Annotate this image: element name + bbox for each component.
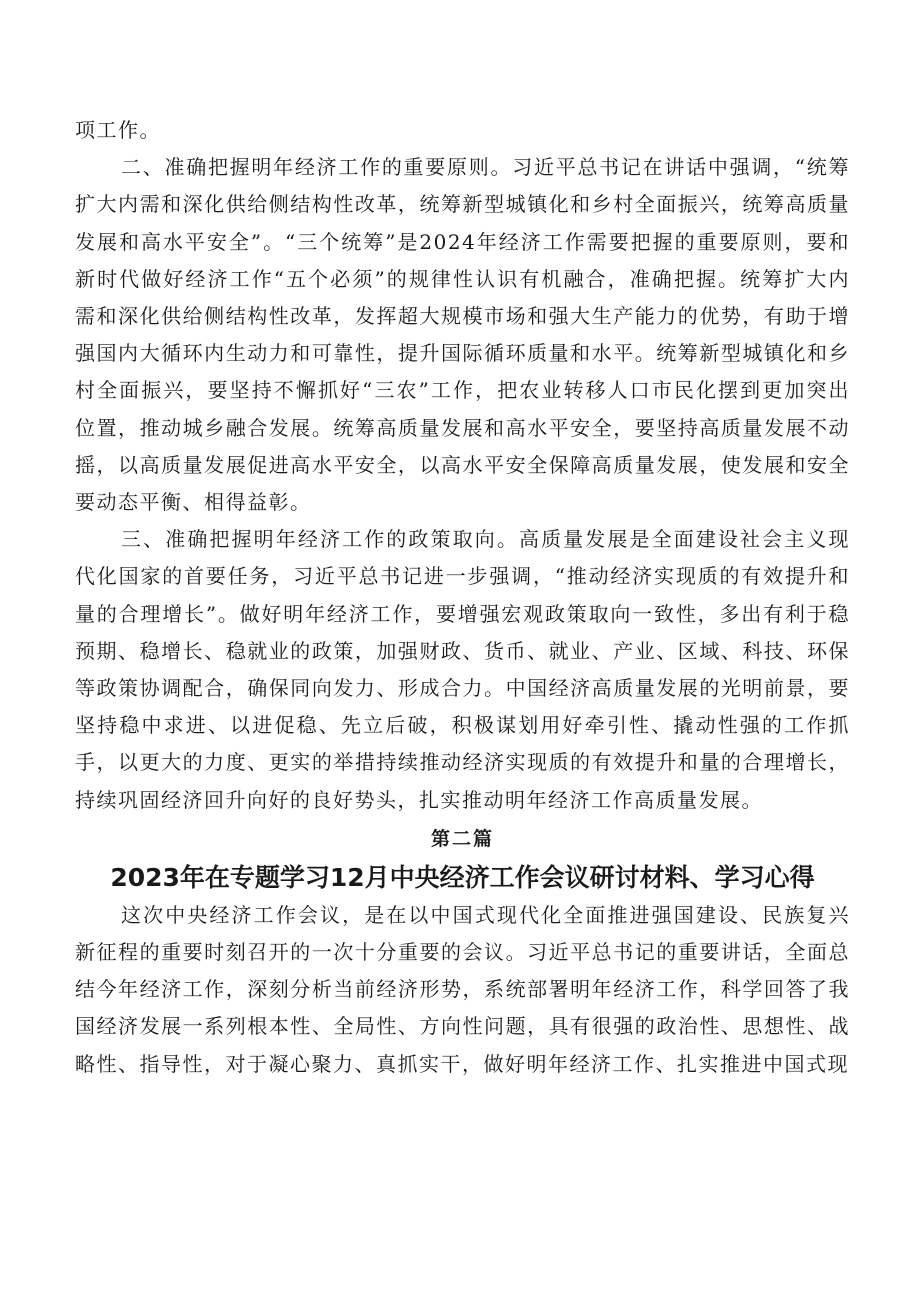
- continuation-paragraph: 项工作。: [75, 118, 161, 142]
- policy-paragraph: 三、准确把握明年经济工作的政策取向。高质量发展是全面建设社会主义现代化国家的首要任务，习近平总书记进一步强调，“推动经济实现质的有效提升和量的合理增长”。做好明年经济工作，要增强宏观政策取向一致性，多出有利于稳预期、稳增长、稳就业的政策，加强财政、货币、就业、产业、区域、科技、环保等政策协调配合，确保同向发力、形成合力。中国经济高质量发展的光明前景，要坚持稳中求进、以进促稳、先立后破，积极谋划用好牵引性、撬动性强的工作抓手，以更大的力度、更实的举措持续推动经济实现质的有效提升和量的合理增长，持续巩固经济回升向好的良好势头，扎实推动明年经济工作高质量发展。: [75, 527, 850, 812]
- document-page: [75, 112, 850, 1083]
- document-title: 2023年在专题学习12月中央经济工作会议研讨材料、学习心得: [110, 862, 815, 892]
- section-label: 第二篇: [430, 827, 494, 850]
- principles-paragraph: 二、准确把握明年经济工作的重要原则。习近平总书记在讲话中强调，“统筹扩大内需和深化供给侧结构性改革，统筹新型城镇化和乡村全面振兴，统筹高质量发展和高水平安全”。“三个统筹”是2024年经济工作需要把握的重要原则，要和新时代做好经济工作“五个必须”的规律性认识有机融合，准确把握。统筹扩大内需和深化供给侧结构性改革，发挥超大规模市场和强大生产能力的优势，有助于增强国内大循环内生动力和可靠性，提升国际循环质量和水平。统筹新型城镇化和乡村全面振兴，要坚持不懈抓好“三农”工作，把农业转移人口市民化摆到更加突出位置，推动城乡融合发展。统筹高质量发展和高水平安全，要坚持高质量发展不动摇，以高质量发展促进高水平安全，以高水平安全保障高质量发展，使发展和安全要动态平衡、相得益彰。: [75, 155, 850, 515]
- intro-paragraph: 这次中央经济工作会议，是在以中国式现代化全面推进强国建设、民族复兴新征程的重要时刻召开的一次十分重要的会议。习近平总书记的重要讲话，全面总结今年经济工作，深刻分析当前经济形势，系统部署明年经济工作，科学回答了我国经济发展一系列根本性、全局性、方向性问题，具有很强的政治性、思想性、战略性、指导性，对于凝心聚力、真抓实干，做好明年经济工作、扎实推进中国式现: [75, 902, 850, 1076]
